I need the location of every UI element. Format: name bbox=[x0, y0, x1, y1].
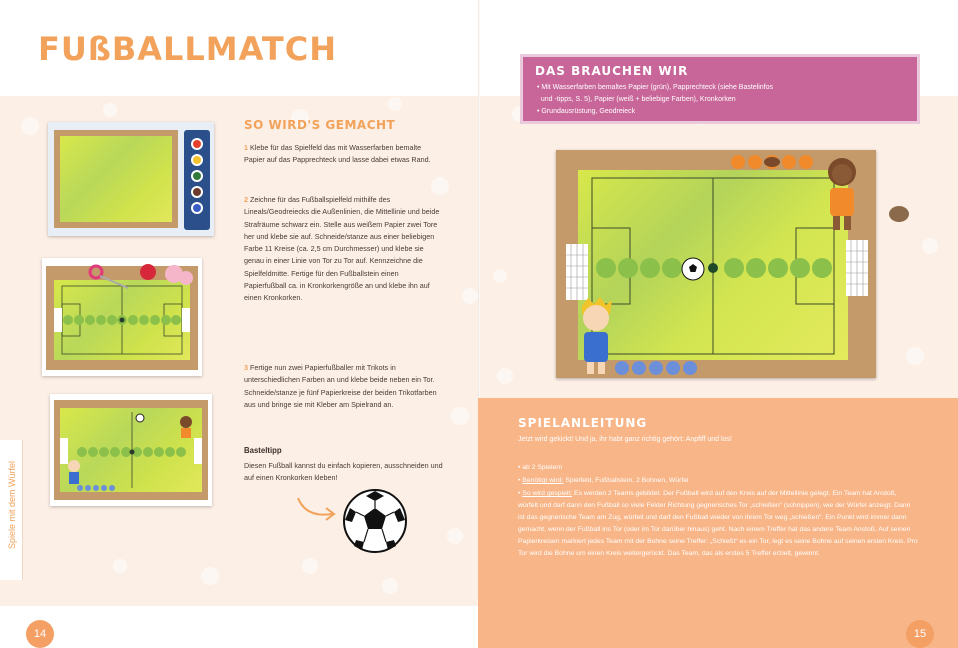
step-number: 1 bbox=[244, 143, 248, 152]
bean-token bbox=[888, 204, 910, 224]
step-text: Fertige nun zwei Papierfußballer mit Trikots in unterschiedlichen Farben an und klebe beide neben ein Tor. Schneide/stanze je fünf Papierkreise der beiden Trikotfarben aus und bringe sie mit Kleber am Spielrand an. bbox=[244, 363, 437, 409]
tip-heading: Basteltipp bbox=[244, 446, 282, 455]
game-rules-heading: SPIELANLEITUNG bbox=[518, 416, 648, 430]
step-text: Zeichne für das Fußballspielfeld mithilfe des Lineals/Geodreiecks die Außenlinien, die Mittellinie und beide Strafräume schwarz ein. Stelle aus weißem Papier zwei Tore her und klebe sie auf. Schneide/stanze aus einer beliebigen Farbe 11 Kreise (ca. 2,5 cm Durchmesser) und klebe sie genau in einer Linie von Tor zu Tor auf. Kennzeichne die Spielfeldmitte. Fertige für den Fußballstein einen Papierfußball ca. in Kronkorkengröße an und klebe ihn auf einen Kronkorken. bbox=[244, 195, 440, 303]
game-rules-intro: Jetzt wird gekickt! Und ja, ihr habt ganz richtig gehört: Anpfiff und los! bbox=[518, 436, 732, 443]
photo-step-3 bbox=[50, 394, 212, 506]
instruction-step-2 bbox=[244, 194, 440, 305]
section-heading-so-wirds-gemacht: SO WIRD'S GEMACHT bbox=[244, 118, 396, 132]
goal-right bbox=[846, 240, 868, 296]
field-markings bbox=[54, 280, 190, 360]
soccer-ball-token bbox=[681, 257, 705, 281]
materials-item: • Grundausrüstung, Geodreieck bbox=[537, 108, 636, 115]
scissors-and-punch-illustration bbox=[86, 262, 196, 292]
tip-text: Diesen Fußball kannst du einfach kopieren, ausschneiden und auf einen Kronkorken kleben! bbox=[244, 461, 443, 482]
materials-item: und -tipps, S. 5), Papier (weiß + beliebige Farben), Kronkorken bbox=[540, 96, 736, 103]
goal-left bbox=[566, 244, 588, 300]
arrow-icon bbox=[296, 494, 340, 524]
rules-item-how-to-play: • So wird gespielt: Es werden 2 Teams gebildet. Der Fußball wird auf den Kreis auf der Mittellinie gelegt. Ein Team hat Anstoß, würfelt und darf dann den Fußball so viele Felder Richtung gegnerisches Tor „schießen“ (schnippen), wie der Würfel anzeigt. Dann ist das gegnerische Team am Zug, würfelt und darf den Fußball wieder von ihrem Tor weg „schießen“. Ein Punkt wird immer dann gemacht, wenn der Fußball ins Tor (oder im Tor darüber hinaus) geht. Nach einem Treffer hat das andere Team Anstoß. Auf seinen Papierkreisen markiert jedes Team mit der Bohne seine Treffer: „Schießt“ es ein Tor, legt es seine Bohne auf seinen ersten Kreis. Pro Tor wird die Bohne um einen Kreis weitergerückt. Das Team, das als erstes 5 Treffer erzielt, gewinnt. bbox=[518, 490, 918, 558]
blue-team-circles bbox=[612, 358, 702, 378]
step-number: 2 bbox=[244, 195, 248, 204]
page-number-right: 15 bbox=[906, 620, 934, 648]
photo-step-2 bbox=[42, 258, 202, 376]
blue-player-figure bbox=[576, 296, 616, 376]
materials-heading: DAS BRAUCHEN WIR bbox=[535, 64, 689, 78]
soccer-ball-icon bbox=[342, 488, 408, 554]
page-title: FUßBALLMATCH bbox=[38, 30, 338, 68]
materials-item: • Mit Wasserfarben bemaltes Papier (grün), Papprechteck (siehe Bastelinfos bbox=[537, 84, 774, 91]
instruction-step-1 bbox=[244, 142, 440, 167]
rules-item-needed: • Benötigt wird: Spielfeld, Fußballstein, 2 Bohnen, Würfel bbox=[518, 477, 689, 484]
painted-paper bbox=[60, 136, 172, 222]
page-number-left: 14 bbox=[26, 620, 54, 648]
step-text: Klebe für das Spielfeld das mit Wasserfarben bemalte Papier auf das Papprechteck und lasse dabei etwas Rand. bbox=[244, 143, 431, 165]
orange-team-circles bbox=[728, 152, 818, 172]
game-board-photo bbox=[556, 150, 876, 378]
paint-box-illustration bbox=[184, 130, 210, 230]
photo-step-1 bbox=[48, 122, 214, 236]
orange-player-figure bbox=[822, 156, 862, 232]
chapter-side-label: Spiele mit dem Würfel bbox=[7, 460, 17, 550]
game-rules-box bbox=[478, 398, 958, 648]
field-with-players bbox=[60, 408, 202, 492]
step-number: 3 bbox=[244, 363, 248, 372]
materials-box bbox=[520, 54, 920, 124]
field-markings bbox=[578, 170, 848, 360]
instruction-step-3 bbox=[244, 362, 440, 411]
rules-item-players: • ab 2 Spielern bbox=[518, 464, 563, 471]
